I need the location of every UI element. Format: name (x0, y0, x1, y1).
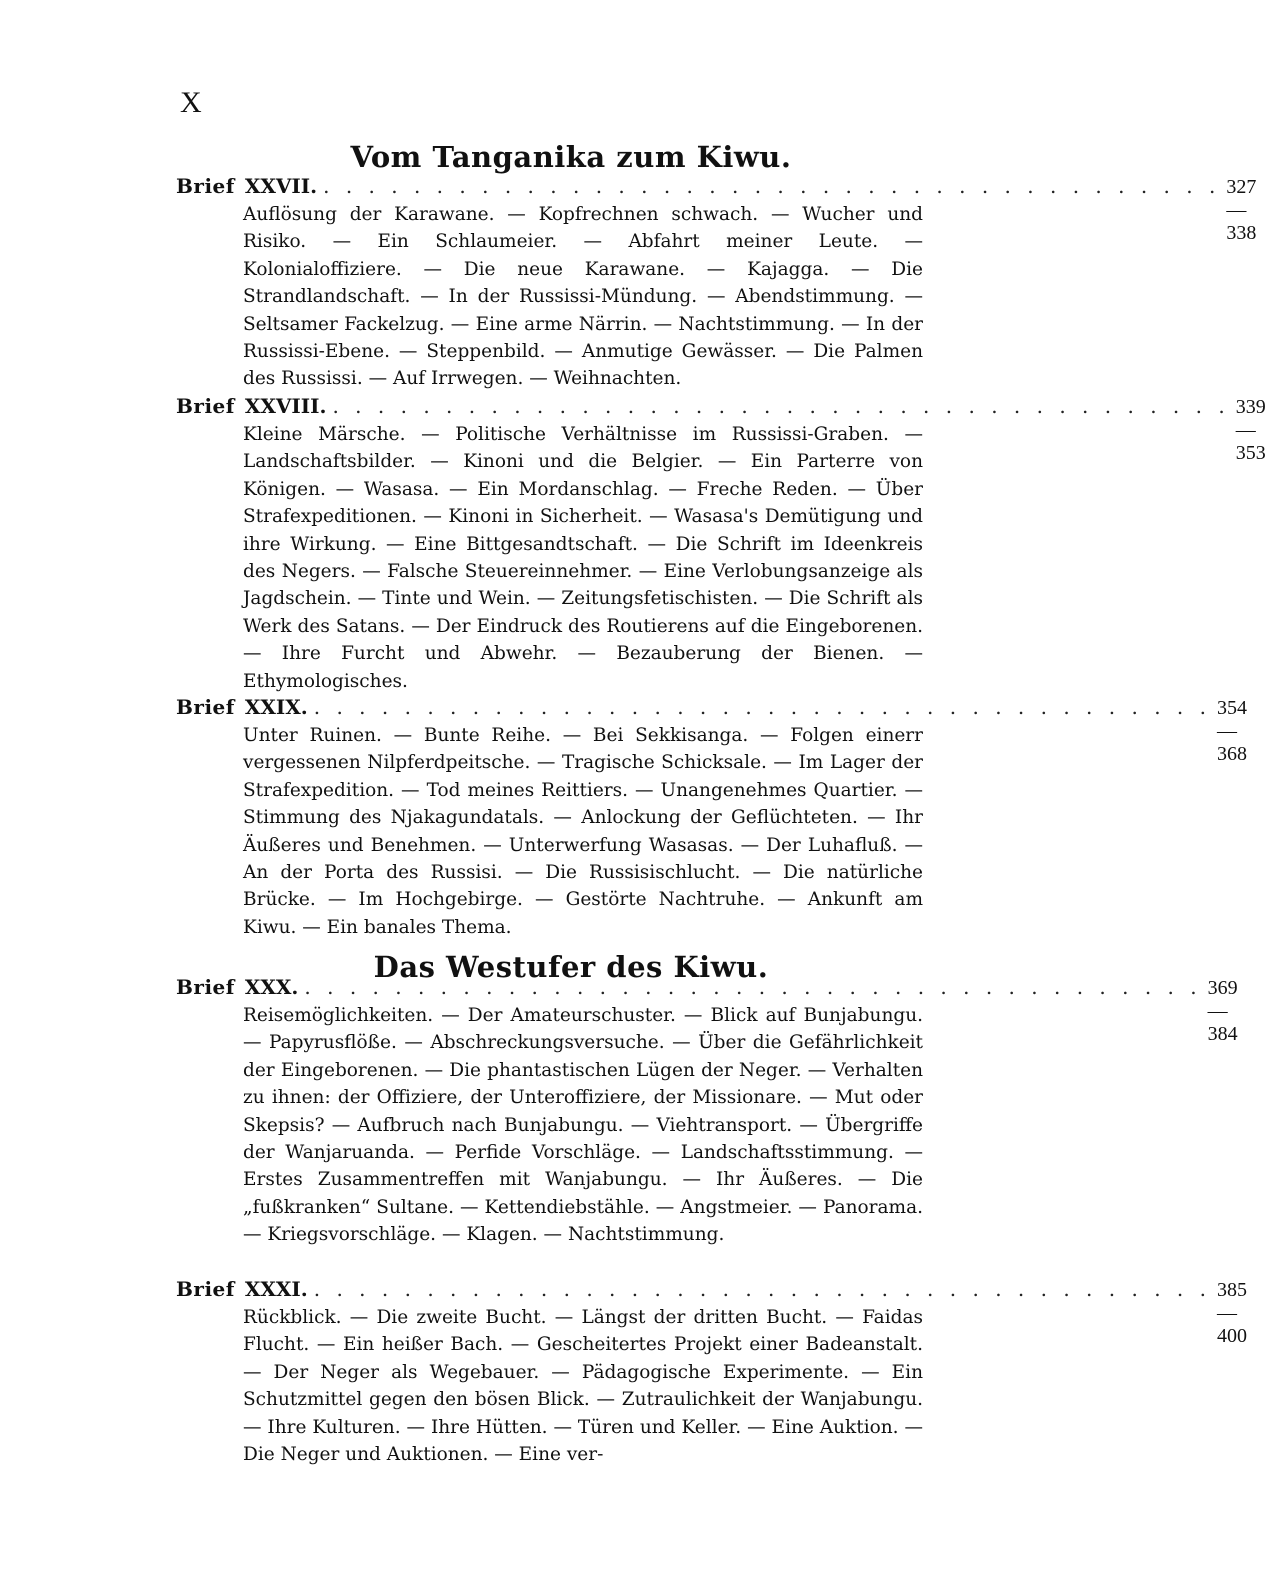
entry-heading-brief-xxviii (176, 394, 1266, 464)
page-range: 327—338 (1226, 176, 1257, 244)
entry-heading-brief-xxx (176, 975, 1238, 1045)
entry-description-xxix: Unter Ruinen. — Bunte Reihe. — Bei Sekkisanga. — Folgen einerr vergessenen Nilpferdpeitsche. — Tragische Schicksale. — Im Lager der Strafexpedition. — Tod meines Reittiers. — Unangenehmes Quartier. — Stimmung des Njakagundatals. — Anlockung der Geflüchteten. — Ihr Äußeres und Benehmen. — Unterwerfung Wasasas. — Der Luhafluß. — An der Porta des Russisi. — Die Russisischlucht. — Die natürliche Brücke. — Im Hochgebirge. — Gestörte Nachtruhe. — Ankunft am Kiwu. — Ein banales Thema. (243, 725, 923, 938)
brief-label: Brief (176, 174, 235, 198)
page-range: 339—353 (1235, 396, 1266, 464)
page-range: 369—384 (1207, 977, 1238, 1045)
leader-dots: . . . . . . . . . . . . . . . . . . . . . . . . . . . . . . . . . . . . . . . . (323, 174, 1221, 198)
leader-dots: . . . . . . . . . . . . . . . . . . . . . . . . . . . . . . . . . . . . . . . . (332, 394, 1230, 418)
brief-number: XXX. (244, 975, 299, 999)
brief-number: XXXI. (244, 1277, 308, 1301)
entry-description-xxvii: Auflösung der Karawane. — Kopfrechnen schwach. — Wucher und Risiko. — Ein Schlaumeier. — Abfahrt meiner Leute. — Kolonialoffiziere. — Die neue Karawane. — Kajagga. — Die Strandlandschaft. — In der Russissi-Mündung. — Abendstimmung. — Seltsamer Fackelzug. — Eine arme Närrin. — Nachtstimmung. — In der Russissi-Ebene. — Steppenbild. — Anmutige Gewässer. — Die Palmen des Russissi. — Auf Irrwegen. — Weihnachten. (243, 204, 923, 390)
entry-description-xxx: Reisemöglichkeiten. — Der Amateurschuster. — Blick auf Bunjabungu. — Papyrusflöße. — Abschreckungsversuche. — Über die Gefährlichkeit der Eingeborenen. — Die phantastischen Lügen der Neger. — Verhalten zu ihnen: der Offiziere, der Unteroffiziere, der Missionare. — Mut oder Skepsis? — Aufbruch nach Bunjabungu. — Viehtransport. — Übergriffe der Wanjaruanda. — Perfide Vorschläge. — Landschaftsstimmung. — Erstes Zusammentreffen mit Wanjabungu. — Ihr Äußeres. — Die „fußkranken“ Sultane. — Kettendiebstähle. — Angstmeier. — Panorama. — Kriegsvorschläge. — Klagen. — Nachtstimmung. (243, 1005, 923, 1246)
section-title-tanganika-kiwu: Vom Tanganika zum Kiwu. (350, 140, 792, 174)
brief-number: XXIX. (244, 695, 308, 719)
entry-description-xxxi: Rückblick. — Die zweite Bucht. — Längst der dritten Bucht. — Faidas Flucht. — Ein heißer Bach. — Gescheitertes Projekt einer Badeanstalt. — Der Neger als Wegebauer. — Pädagogische Experimente. — Ein Schutzmittel gegen den bösen Blick. — Zutraulichkeit der Wanjabungu. — Ihre Kulturen. — Ihre Hütten. — Türen und Keller. — Eine Auktion. — Die Neger und Auktionen. — Eine ver- (243, 1307, 923, 1466)
entry-description-xxviii: Kleine Märsche. — Politische Verhältnisse im Russissi-Graben. — Landschaftsbilder. — Kinoni und die Belgier. — Ein Parterre von Königen. — Wasasa. — Ein Mordanschlag. — Freche Reden. — Über Strafexpeditionen. — Kinoni in Sicherheit. — Wasasa's Demütigung und ihre Wirkung. — Eine Bittgesandtschaft. — Die Schrift im Ideenkreis des Negers. — Falsche Steuereinnehmer. — Eine Verlobungsanzeige als Jagdschein. — Tinte und Wein. — Zeitungsfetischisten. — Die Schrift als Werk des Satans. — Der Eindruck des Routierens auf die Eingeborenen. — Ihre Furcht und Abwehr. — Bezauberung der Bienen. — Ethymologisches. (243, 424, 923, 692)
page-number: X (180, 86, 202, 119)
brief-number: XXVIII. (244, 394, 327, 418)
page-range: 385—400 (1217, 1279, 1247, 1347)
brief-label: Brief (176, 695, 235, 719)
entry-heading-brief-xxix (176, 695, 1247, 765)
brief-label: Brief (176, 1277, 235, 1301)
brief-label: Brief (176, 394, 235, 418)
leader-dots: . . . . . . . . . . . . . . . . . . . . . . . . . . . . . . . . . . . . . . . . (304, 975, 1202, 999)
brief-label: Brief (176, 975, 235, 999)
section-title-westufer-kiwu: Das Westufer des Kiwu. (373, 950, 769, 984)
page-range: 354—368 (1217, 697, 1247, 765)
entry-heading-brief-xxvii (176, 174, 1257, 244)
leader-dots: . . . . . . . . . . . . . . . . . . . . . . . . . . . . . . . . . . . . . . . . (313, 1277, 1211, 1301)
leader-dots: . . . . . . . . . . . . . . . . . . . . . . . . . . . . . . . . . . . . . . . . (313, 695, 1211, 719)
entry-heading-brief-xxxi (176, 1277, 1247, 1347)
brief-number: XXVII. (244, 174, 318, 198)
